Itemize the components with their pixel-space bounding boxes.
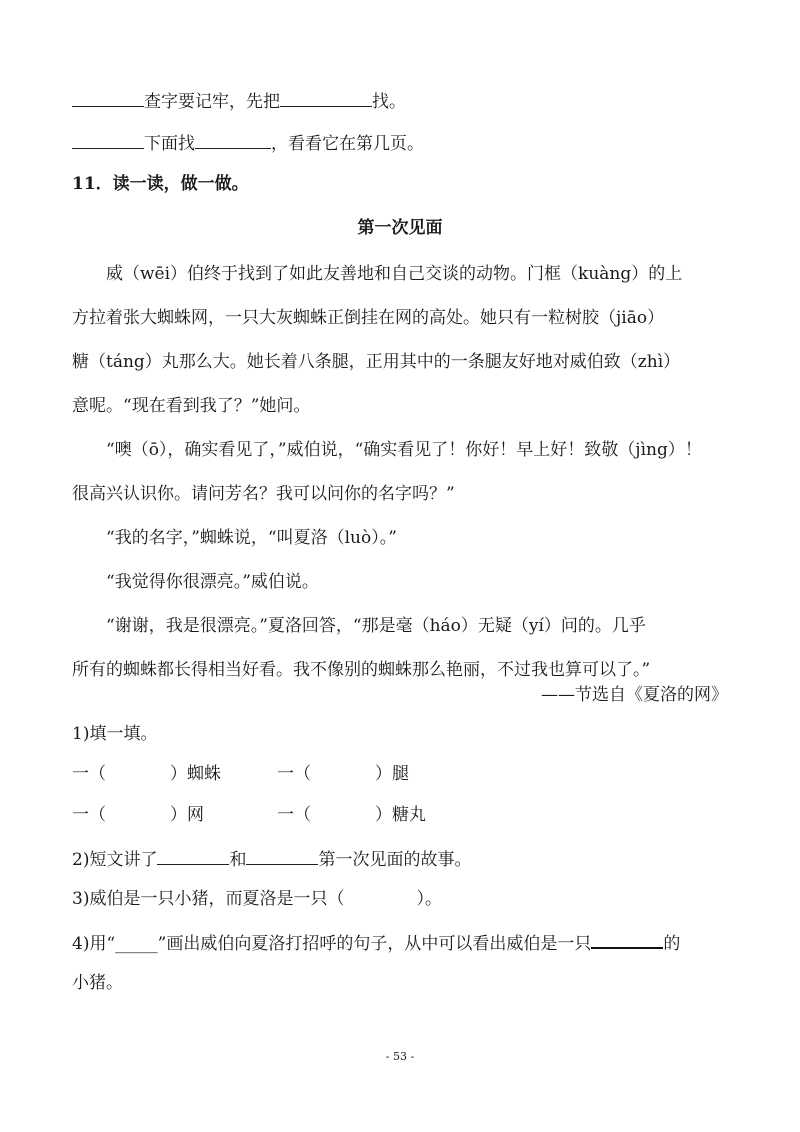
passage-line: “噢（ō），确实看见了，”威伯说，“确实看见了！你好！早上好！致敬（jìng）！ — [72, 440, 702, 460]
question-text: 4)用“_____”画出威伯向夏洛打招呼的句子，从中可以看出威伯是一只 — [72, 934, 592, 954]
answer-blank[interactable] — [591, 929, 663, 949]
measure-word-prefix: 一（ — [277, 764, 311, 784]
measure-word-suffix: ）腿 — [375, 764, 409, 784]
question-text: 的 — [663, 934, 681, 954]
answer-blank[interactable] — [195, 130, 271, 149]
page-number: - 53 - — [385, 1050, 415, 1063]
passage-line: 糖（táng）丸那么大。她长着八条腿，正用其中的一条腿友好地对威伯致（zhì） — [72, 352, 681, 372]
question-text: 2)短文讲了 — [72, 850, 158, 870]
fill-line-text: 下面找 — [144, 134, 195, 154]
question-text: 3)威伯是一只小猪，而夏洛是一只（ — [72, 889, 345, 909]
question-1-row — [72, 803, 426, 827]
passage-source: ——节选自《夏洛的网》 — [541, 685, 728, 705]
passage-line: “我觉得你很漂亮。”威伯说。 — [72, 572, 319, 592]
question-4-continued: 小猪。 — [72, 973, 123, 993]
answer-blank[interactable] — [280, 88, 372, 107]
fill-line-text: 查字要记牢，先把 — [144, 92, 280, 112]
answer-blank[interactable] — [246, 846, 318, 865]
question-1-label: 1)填一填。 — [72, 724, 158, 744]
passage-title: 第一次见面 — [357, 218, 443, 238]
measure-word-prefix: 一（ — [72, 805, 106, 825]
question-1-row — [72, 762, 409, 786]
section-heading: 11．读一读，做一做。 — [72, 174, 249, 194]
fill-line-2 — [72, 130, 424, 156]
question-text: 第一次见面的故事。 — [318, 850, 472, 870]
question-2 — [72, 846, 471, 872]
question-text: ）。 — [416, 889, 442, 909]
measure-word-prefix: 一（ — [72, 764, 106, 784]
passage-body — [72, 252, 732, 692]
passage-line: 所有的蜘蛛都长得相当好看。我不像别的蜘蛛那么艳丽，不过我也算可以了。” — [72, 660, 651, 680]
question-3 — [72, 887, 442, 911]
fill-line-text: 找。 — [372, 92, 406, 112]
fill-line-text: ，看看它在第几页。 — [271, 134, 424, 154]
passage-line: 意呢。“现在看到我了？”她问。 — [72, 396, 311, 416]
measure-word-suffix: ）蜘蛛 — [170, 764, 221, 784]
question-4 — [72, 929, 680, 956]
measure-word-suffix: ）网 — [170, 805, 204, 825]
fill-line-1 — [72, 88, 406, 114]
measure-word-prefix: 一（ — [277, 805, 311, 825]
question-text: 和 — [229, 850, 247, 870]
passage-line: 威（wēi）伯终于找到了如此友善地和自己交谈的动物。门框（kuàng）的上 — [72, 264, 683, 284]
passage-line: 方拉着张大蜘蛛网，一只大灰蜘蛛正倒挂在网的高处。她只有一粒树胶（jiāo） — [72, 308, 665, 328]
answer-blank[interactable] — [157, 846, 229, 865]
answer-blank[interactable] — [72, 130, 144, 149]
passage-line: 很高兴认识你。请问芳名？我可以问你的名字吗？” — [72, 484, 455, 504]
passage-line: “我的名字，”蜘蛛说，“叫夏洛（luò）。” — [72, 528, 397, 548]
passage-line: “谢谢，我是很漂亮。”夏洛回答，“那是毫（háo）无疑（yí）问的。几乎 — [72, 616, 646, 636]
measure-word-suffix: ）糖丸 — [375, 805, 426, 825]
answer-blank[interactable] — [72, 88, 144, 107]
